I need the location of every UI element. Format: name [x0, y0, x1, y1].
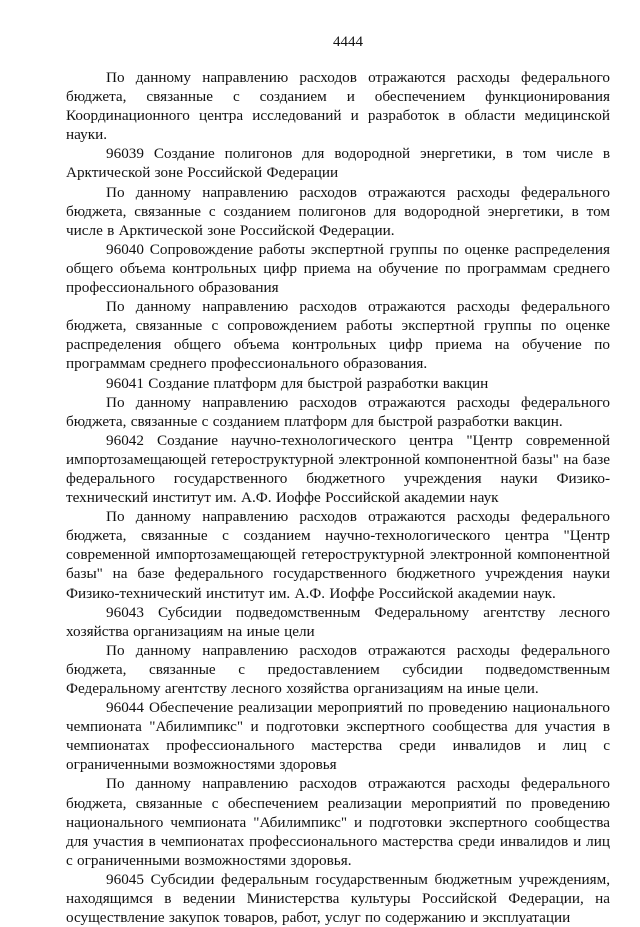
- paragraph-heading-96041: 96041 Создание платформ для быстрой разработки вакцин: [106, 374, 489, 392]
- paragraph-heading-96043: 96043 Субсидии подведомственным Федеральному агентству лесного хозяйства организациям на иные цели: [66, 603, 610, 640]
- paragraph-heading-96045: 96045 Субсидии федеральным государственным бюджетным учреждениям, находящимся в ведении Министерства культуры Российской Федерации, на осуществление закупок товаров, работ, услуг по содержанию и эксплуатации: [66, 870, 610, 927]
- paragraph-description: По данному направлению расходов отражаются расходы федерального бюджета, связанные с созданием полигонов для водородной энергетики, в том числе в Арктической зоне Российской Федерации.: [66, 183, 610, 239]
- paragraph-description: По данному направлению расходов отражаются расходы федерального бюджета, связанные с созданием платформ для быстрой разработки вакцин.: [66, 393, 610, 430]
- page-number: 4444: [333, 34, 363, 50]
- paragraph-heading-96040: 96040 Сопровождение работы экспертной группы по оценке распределения общего объема контрольных цифр приема на обучение по программам среднего профессионального образования: [66, 240, 610, 297]
- paragraph-heading-96042: 96042 Создание научно-технологического центра "Центр современной импортозамещающей гетероструктурной электронной компонентной базы" на базе федерального государственного бюджетного учреждения науки Физико-технический институт им. А.Ф. Иоффе Российской академии наук: [66, 431, 610, 507]
- paragraph-description: По данному направлению расходов отражаются расходы федерального бюджета, связанные с обеспечением реализации мероприятий по проведению национального чемпионата "Абилимпикс" и подготовки экспертного сообщества для участия в чемпионатах профессионального мастерства среди инвалидов и лиц с ограниченными возможностями здоровья.: [66, 775, 610, 869]
- paragraph-description: По данному направлению расходов отражаются расходы федерального бюджета, связанные с созданием научно-технологического центра "Центр современной импортозамещающей гетероструктурной электронной компонентной базы" на базе федерального государственного бюджетного учреждения науки Физико-технический институт им. А.Ф. Иоффе Российской академии наук.: [66, 508, 610, 602]
- paragraph-heading-96044: 96044 Обеспечение реализации мероприятий по проведению национального чемпионата "Абилимпикс" и подготовки экспертного сообщества для участия в чемпионатах профессионального мастерства среди инвалидов и лиц с ограниченными возможностями здоровья: [66, 699, 610, 774]
- paragraph-description: По данному направлению расходов отражаются расходы федерального бюджета, связанные с предоставлением субсидии подведомственным Федеральному агентству лесного хозяйства организациям на иные цели.: [66, 641, 610, 697]
- paragraph-description: По данному направлению расходов отражаются расходы федерального бюджета, связанные с созданием и обеспечением функционирования Координационного центра исследований и разработок в области медицинской науки.: [66, 69, 610, 144]
- document-body: [66, 68, 610, 927]
- paragraph-heading-96039: 96039 Создание полигонов для водородной энергетики, в том числе в Арктической зоне Российской Федерации: [66, 145, 610, 182]
- paragraph-description: По данному направлению расходов отражаются расходы федерального бюджета, связанные с сопровождением работы экспертной группы по оценке распределения общего объема контрольных цифр приема на обучение по программам среднего профессионального образования.: [66, 298, 610, 373]
